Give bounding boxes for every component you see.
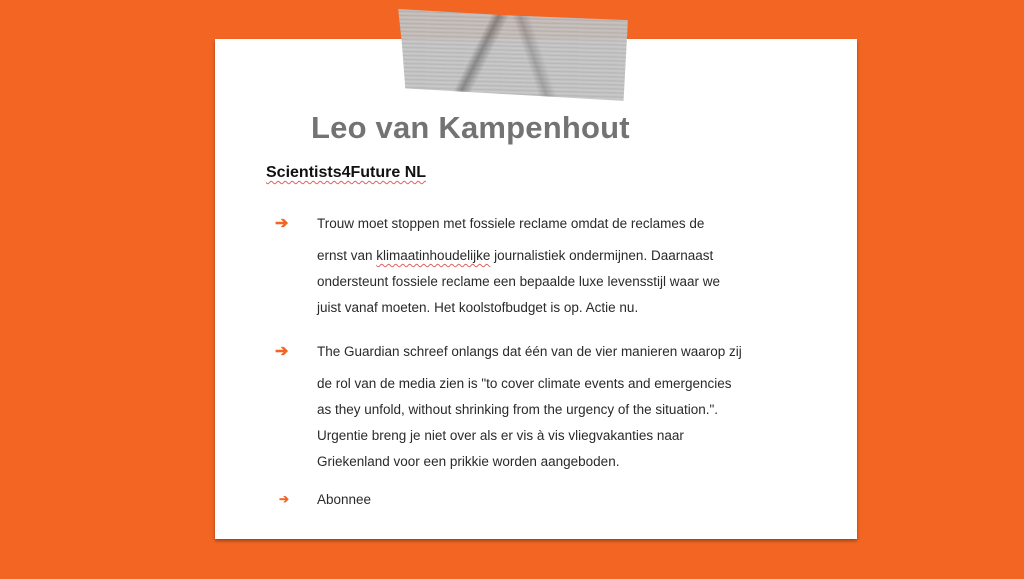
misspelled-word: klimaatinhoudelijke — [376, 248, 491, 263]
page-title: Leo van Kampenhout — [311, 110, 630, 145]
list-item-line — [317, 248, 713, 263]
text-fragment: journalistiek ondermijnen. Daarnaast — [490, 248, 714, 263]
tape-decoration — [396, 9, 628, 101]
list-item-line: de rol van de media zien is "to cover climate events and emergencies — [317, 376, 732, 391]
subscriber-label[interactable]: Abonnee — [317, 492, 372, 507]
organization-name — [266, 164, 426, 182]
list-item-line: Trouw moet stoppen met fossiele reclame omdat de reclames de — [317, 216, 705, 231]
list-item-line: as they unfold, without shrinking from the urgency of the situation.". — [317, 402, 719, 417]
list-item-line: The Guardian schreef onlangs dat één van de vier manieren waarop zij — [317, 344, 742, 359]
organization-label: Scientists4Future NL — [266, 164, 427, 181]
arrow-right-icon: ➔ — [275, 215, 289, 232]
list-item-line: ondersteunt fossiele reclame een bepaalde luxe levensstijl waar we — [317, 274, 720, 289]
list-item-line: Griekenland voor een prikkie worden aangeboden. — [317, 454, 620, 469]
list-item-line: Urgentie breng je niet over als er vis à vis vliegvakanties naar — [317, 428, 684, 443]
list-item-line: juist vanaf moeten. Het koolstofbudget is op. Actie nu. — [317, 300, 639, 315]
arrow-right-icon: ➔ — [279, 492, 290, 506]
arrow-right-icon: ➔ — [275, 343, 289, 360]
text-fragment: ernst van — [317, 248, 377, 263]
